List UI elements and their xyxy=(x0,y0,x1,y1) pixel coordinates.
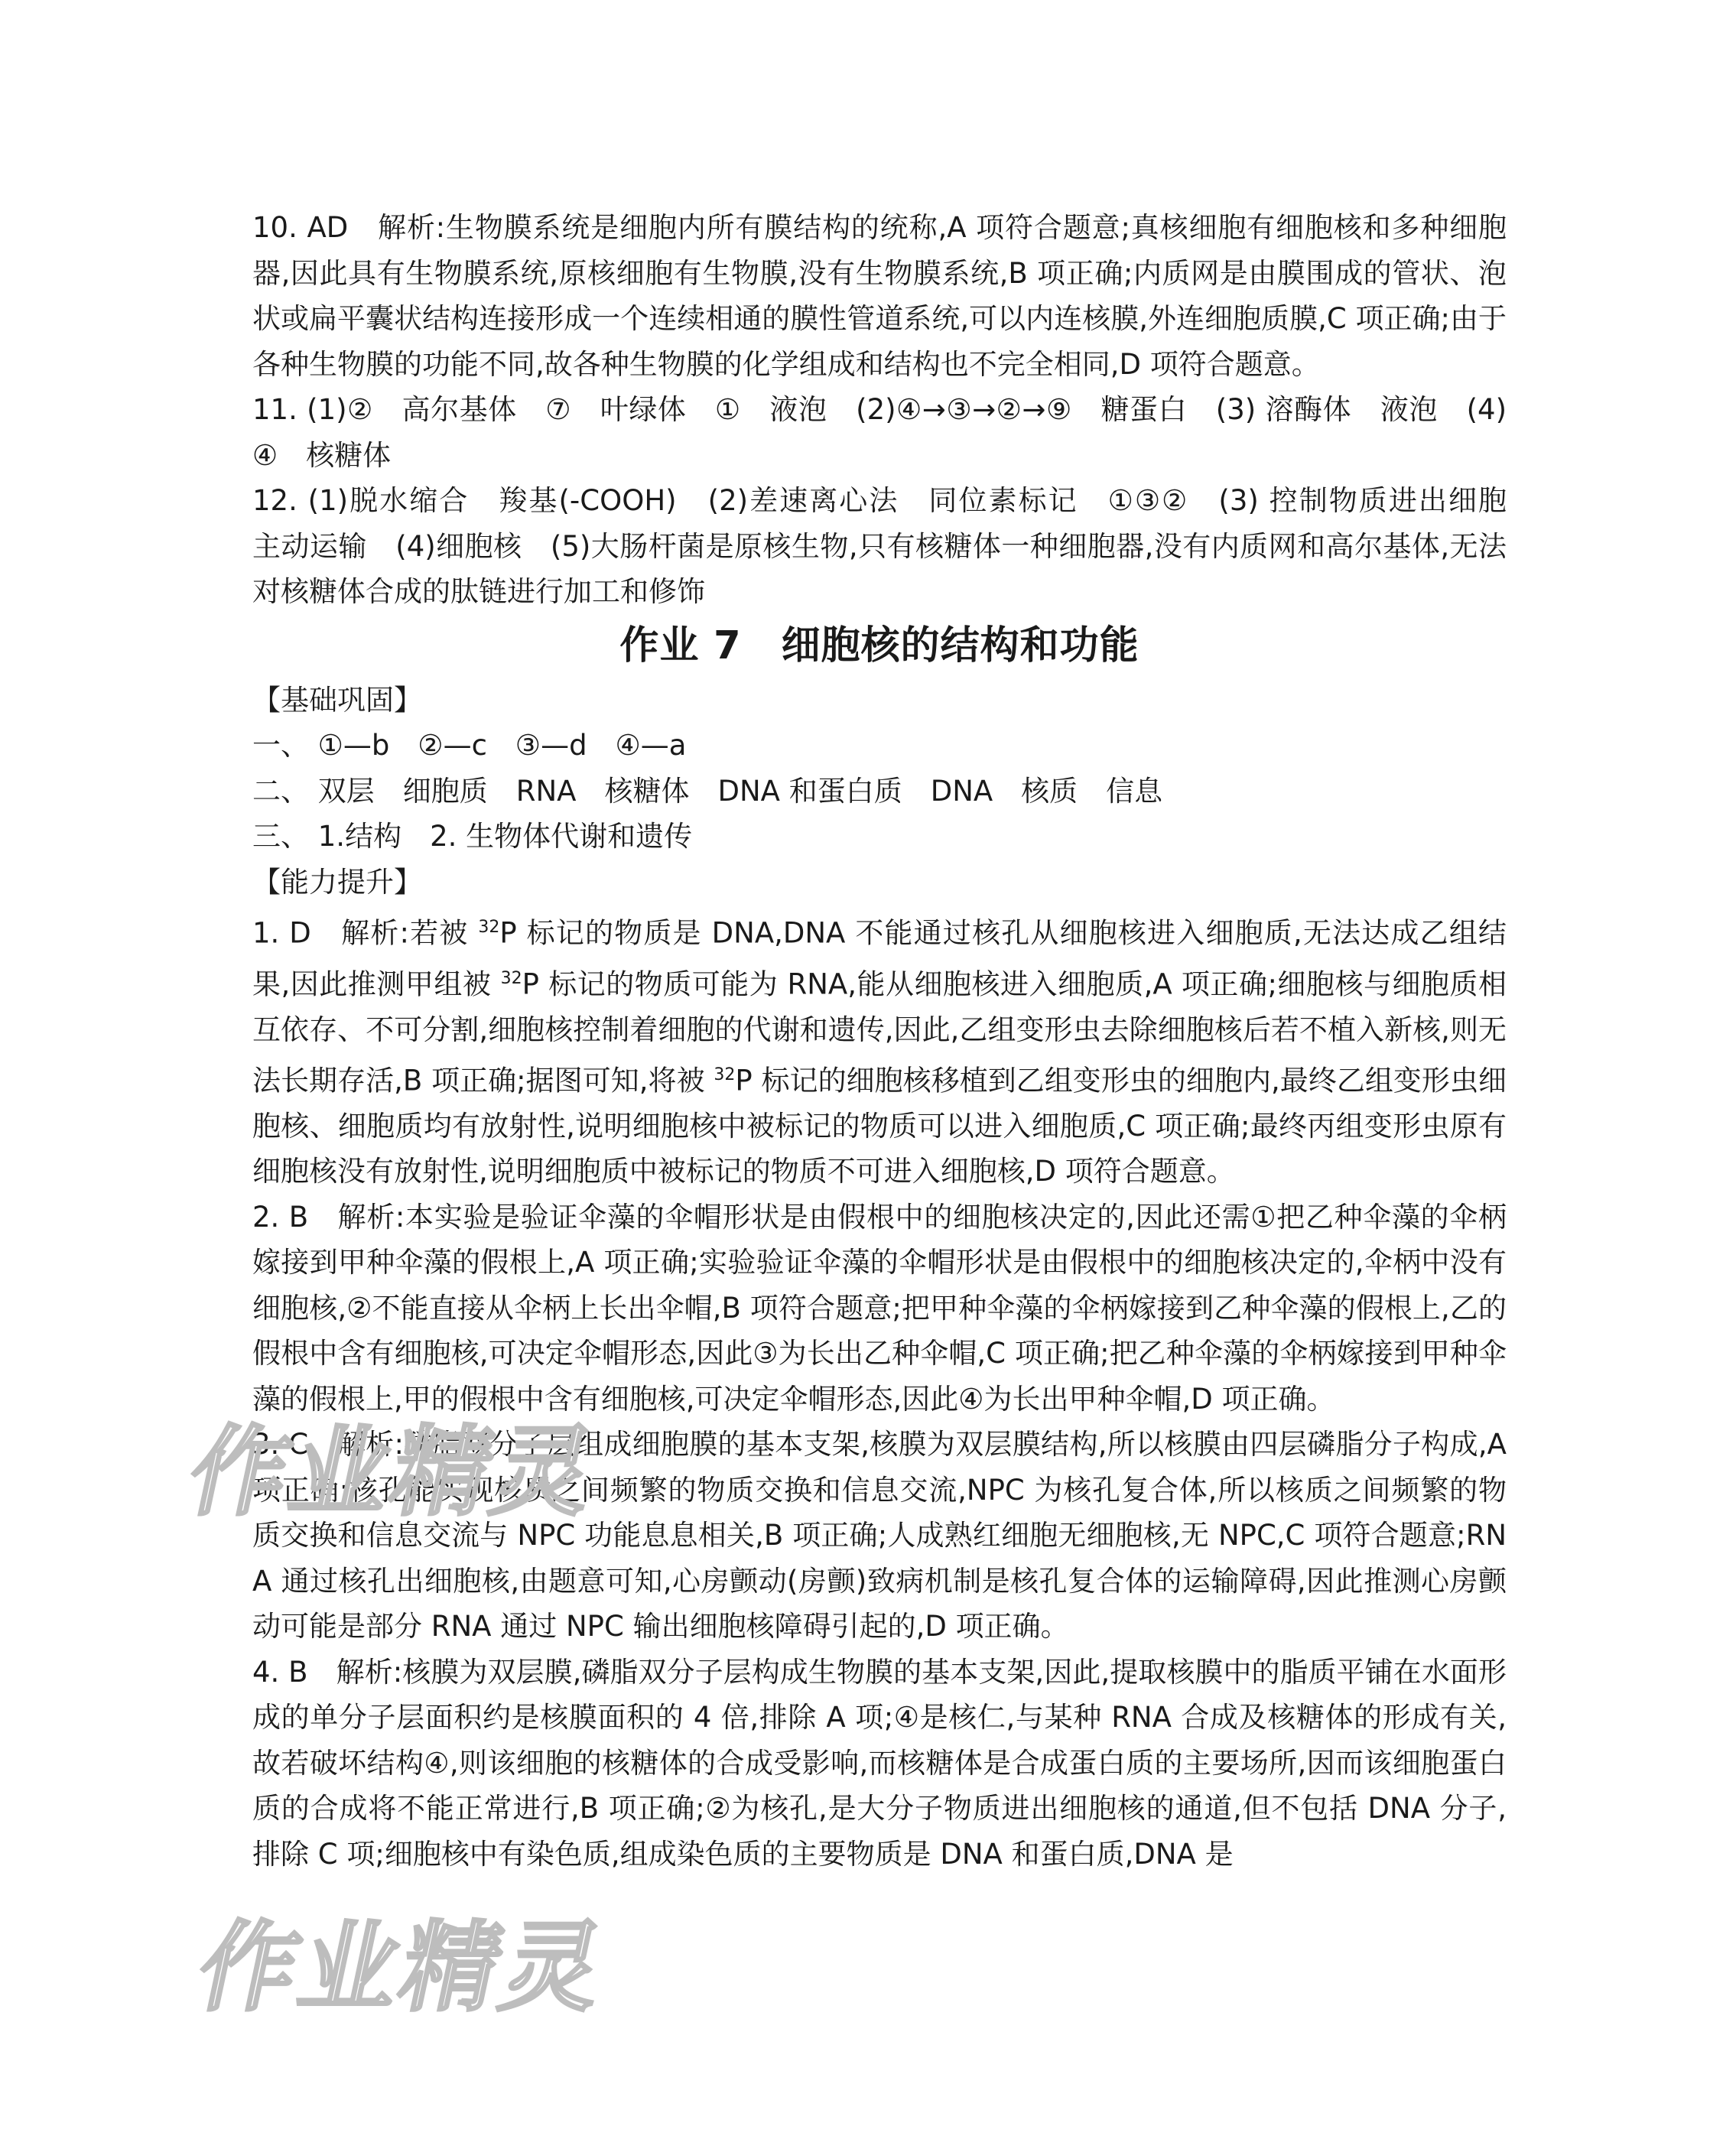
q1-part-1: 1. D 解析:若被 xyxy=(252,916,479,950)
q1-part-2: P 标记的物质是 DNA,DNA 不能通过核孔从细胞核进入细胞质,无法达成乙组结果,因此推测甲组被 xyxy=(252,916,1507,1001)
basic-line-2: 二、 双层 细胞质 RNA 核糖体 DNA 和蛋白质 DNA 核质 信息 xyxy=(252,774,1163,808)
answer-adv-q1 xyxy=(252,905,1507,1195)
basic-line-1: 一、 ①—b ②—c ③—d ④—a xyxy=(252,729,687,762)
answer-q11: 11. (1)② 高尔基体 ⑦ 叶绿体 ① 液泡 (2)④→③→②→⑨ 糖蛋白 (3) 溶酶体 液泡 (4)④ 核糖体 xyxy=(252,393,1507,472)
q1-part-3: P 标记的物质可能为 RNA,能从细胞核进入细胞质,A 项正确;细胞核与细胞质相互依存、不可分割,细胞核控制着细胞的代谢和遗传,因此,乙组变形虫去除细胞核后若不植入新核,则无法长期存活,B 项正确;据图可知,将被 xyxy=(252,967,1507,1097)
watermark-logo: 作业精灵 xyxy=(179,1416,607,1530)
answer-adv-q4: 4. B 解析:核膜为双层膜,磷脂双分子层构成生物膜的基本支架,因此,提取核膜中的脂质平铺在水面形成的单分子层面积约是核膜面积的 4 倍,排除 A 项;④是核仁,与某种 RNA 合成及核糖体的形成有关,故若破坏结构④,则该细胞的核糖体的合成受影响,而核糖体是合成蛋白质的主要场所,因而该细胞蛋白质的合成将不能正常进行,B 项正确;②为核孔,是大分子物质进出细胞核的通道,但不包括 DNA 分子,排除 C 项;细胞核中有染色质,组成染色质的主要物质是 DNA 和蛋白质,DNA 是 xyxy=(252,1655,1507,1871)
q1-sup-1: 32 xyxy=(478,918,500,937)
answer-q12: 12. (1)脱水缩合 羧基(-COOH) (2)差速离心法 同位素标记 ①③② (3) 控制物质进出细胞 主动运输 (4)细胞核 (5)大肠杆菌是原核生物,只有核糖体一种细胞器,没有内质网和高尔基体,无法对核糖体合成的肽链进行加工和修饰 xyxy=(252,484,1535,608)
answer-q10: 10. AD 解析:生物膜系统是细胞内所有膜结构的统称,A 项符合题意;真核细胞有细胞核和多种细胞器,因此具有生物膜系统,原核细胞有生物膜,没有生物膜系统,B 项正确;内质网是由膜围成的管状、泡状或扁平囊状结构连接形成一个连续相通的膜性管道系统,可以内连核膜,外连细胞质膜,C 项正确;由于各种生物膜的功能不同,故各种生物膜的化学组成和结构也不完全相同,D 项符合题意。 xyxy=(252,211,1507,381)
answer-adv-q3: 3. C 解析:磷脂双分子层组成细胞膜的基本支架,核膜为双层膜结构,所以核膜由四层磷脂分子构成,A 项正确;核孔能实现核质之间频繁的物质交换和信息交流,NPC 为核孔复合体,所以核质之间频繁的物质交换和信息交流与 NPC 功能息息相关,B 项正确;人成熟红细胞无细胞核,无 NPC,C 项符合题意;RNA 通过核孔出细胞核,由题意可知,心房颤动(房颤)致病机制是核孔复合体的运输障碍,因此推测心房颤动可能是部分 RNA 通过 NPC 输出细胞核障碍引起的,D 项正确。 xyxy=(252,1428,1507,1643)
advanced-heading: 【能力提升】 xyxy=(252,865,422,899)
section-title: 作业 7 细胞核的结构和功能 xyxy=(619,623,1139,668)
answer-adv-q2: 2. B 解析:本实验是验证伞藻的伞帽形状是由假根中的细胞核决定的,因此还需①把乙种伞藻的伞柄嫁接到甲种伞藻的假根上,A 项正确;实验验证伞藻的伞帽形状是由假根中的细胞核决定的,伞柄中没有细胞核,②不能直接从伞柄上长出伞帽,B 项符合题意;把甲种伞藻的伞柄嫁接到乙种伞藻的假根上,乙的假根中含有细胞核,可决定伞帽形态,因此③为长出乙种伞帽,C 项正确;把乙种伞藻的伞柄嫁接到甲种伞藻的假根上,甲的假根中含有细胞核,可决定伞帽形态,因此④为长出甲种伞帽,D 项正确。 xyxy=(252,1200,1507,1416)
answer-page xyxy=(252,205,1535,1877)
q1-sup-2: 32 xyxy=(500,968,522,988)
basic-line-3: 三、 1.结构 2. 生物体代谢和遗传 xyxy=(252,820,693,853)
basic-heading: 【基础巩固】 xyxy=(252,683,422,717)
q1-part-4: P 标记的细胞核移植到乙组变形虫的细胞内,最终乙组变形虫细胞核、细胞质均有放射性,说明细胞核中被标记的物质可以进入细胞质,C 项正确;最终丙组变形虫原有细胞核没有放射性,说明细胞质中被标记的物质不可进入细胞核,D 项符合题意。 xyxy=(252,1064,1507,1188)
q1-sup-3: 32 xyxy=(714,1065,736,1085)
watermark-logo: 作业精灵 xyxy=(188,1911,616,2025)
